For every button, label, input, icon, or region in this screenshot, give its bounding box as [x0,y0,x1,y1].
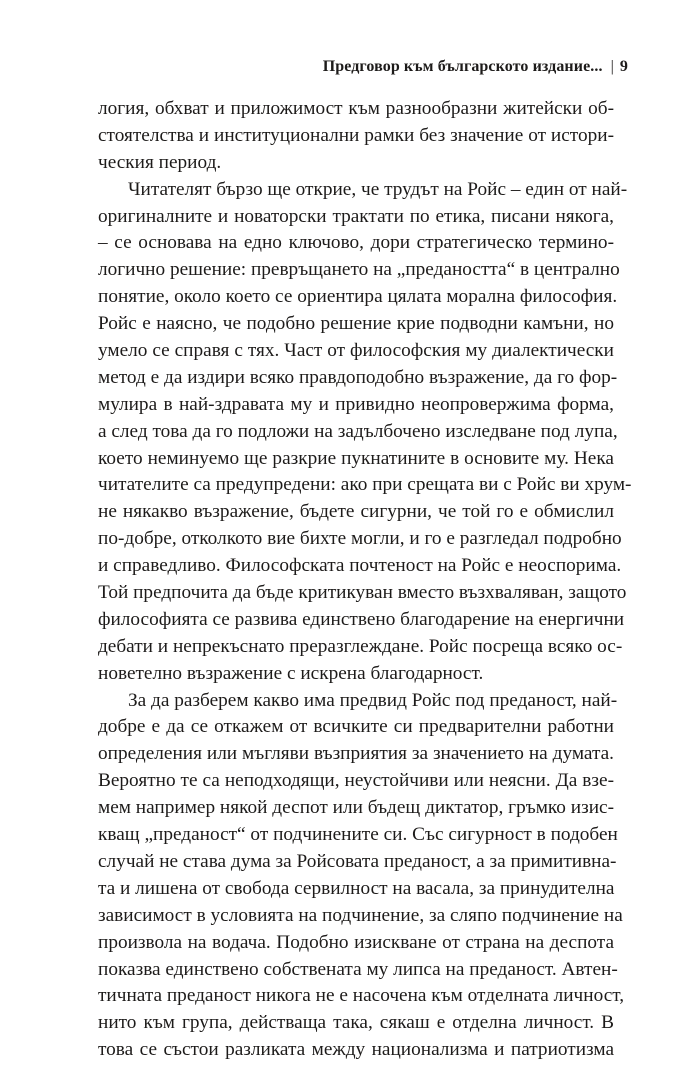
text-line: метод е да издири всяко правдоподобно възражение, да го фор- [98,366,618,388]
text-line: не някакво възражение, бъдете сигурни, че той го е обмислил [98,501,614,523]
text-line: Той предпочита да бъде критикуван вместо възхваляван, защото [98,582,627,604]
text-line: тичната преданост никога не е насочена към отделната личност, [98,985,625,1007]
text-line: За да разберем какво има предвид Ройс под преданост, най- [128,689,618,711]
text-line: показва единствено собствената му липса на преданост. Автен- [98,958,618,980]
text-line: добре е да се откажем от всичките си предварителни работни [98,716,614,738]
text-line: мем например някой деспот или бъдещ диктатор, гръмко изис- [98,797,614,819]
text-line: което неминуемо ще разкрие пукнатините в основите му. Нека [98,447,614,469]
text-line: читателите са предупредени: ако при срещата ви с Ройс ви хрум- [98,474,632,496]
text-line: нито към група, действаща така, сякаш е отделна личност. В [98,1012,614,1034]
text-line: логично решение: превръщането на „предаността“ в централно [98,259,620,281]
text-line: и справедливо. Философската почтеност на Ройс е неоспорима. [98,555,622,577]
text-line: логия, обхват и приложимост към разнообразни житейски об- [98,98,614,119]
text-line: Ройс е наясно, че подобно решение крие подводни камъни, но [98,313,614,335]
text-line: а след това да го подложи на задълбочено изследване под лупа, [98,420,618,442]
text-line: ческия период. [98,151,222,173]
text-line: определения или мъгляви възприятия за значението на думата. [98,743,614,765]
header-separator: | [610,58,614,75]
text-line: философията се развива единствено благодарение на енергични [98,608,625,630]
text-line: мулира в най-здравата му и привидно неопровержима форма, [98,393,614,415]
text-line: новетелно възражение с искрена благодарност. [98,662,484,684]
body-text [98,96,632,1064]
running-header [323,58,628,76]
text-line: дебати и непрекъснато преразглеждане. Ройс посреща всяко ос- [98,635,623,657]
page-number: 9 [619,58,628,75]
text-line: Вероятно те са неподходящи, неустойчиви или неясни. Да взе- [98,770,614,792]
text-line: умело се справя с тях. Част от философския му диалектически [98,340,614,362]
text-line: оригиналните и новаторски трактати по етика, писани някога, [98,205,614,227]
text-line: Читателят бързо ще открие, че трудът на Ройс – един от най- [128,178,628,200]
text-line: това се състои разликата между национализма и патриотизма [98,1039,614,1061]
text-line: зависимост в условията на подчинение, за сляпо подчинение на [98,904,623,926]
running-title: Предговор към българското издание... [322,58,603,75]
text-line: случай не става дума за Ройсовата преданост, а за примитивна- [98,850,617,872]
text-line: произвола на водача. Подобно изискване от страна на деспота [98,931,614,953]
text-line: по-добре, отколкото вие бихте могли, и го е разгледал подробно [98,528,622,550]
text-line: понятие, около което се ориентира цялата морална философия. [98,286,618,308]
text-line: стоятелства и институционални рамки без значение от истори- [98,124,614,146]
text-line: – се основава на едно ключово, дори стратегическо термино- [98,232,614,254]
text-line: та и лишена от свобода сервилност на васала, за принудителна [98,877,615,899]
text-line: кващ „преданост“ от подчинените си. Със сигурност в подобен [98,824,618,846]
